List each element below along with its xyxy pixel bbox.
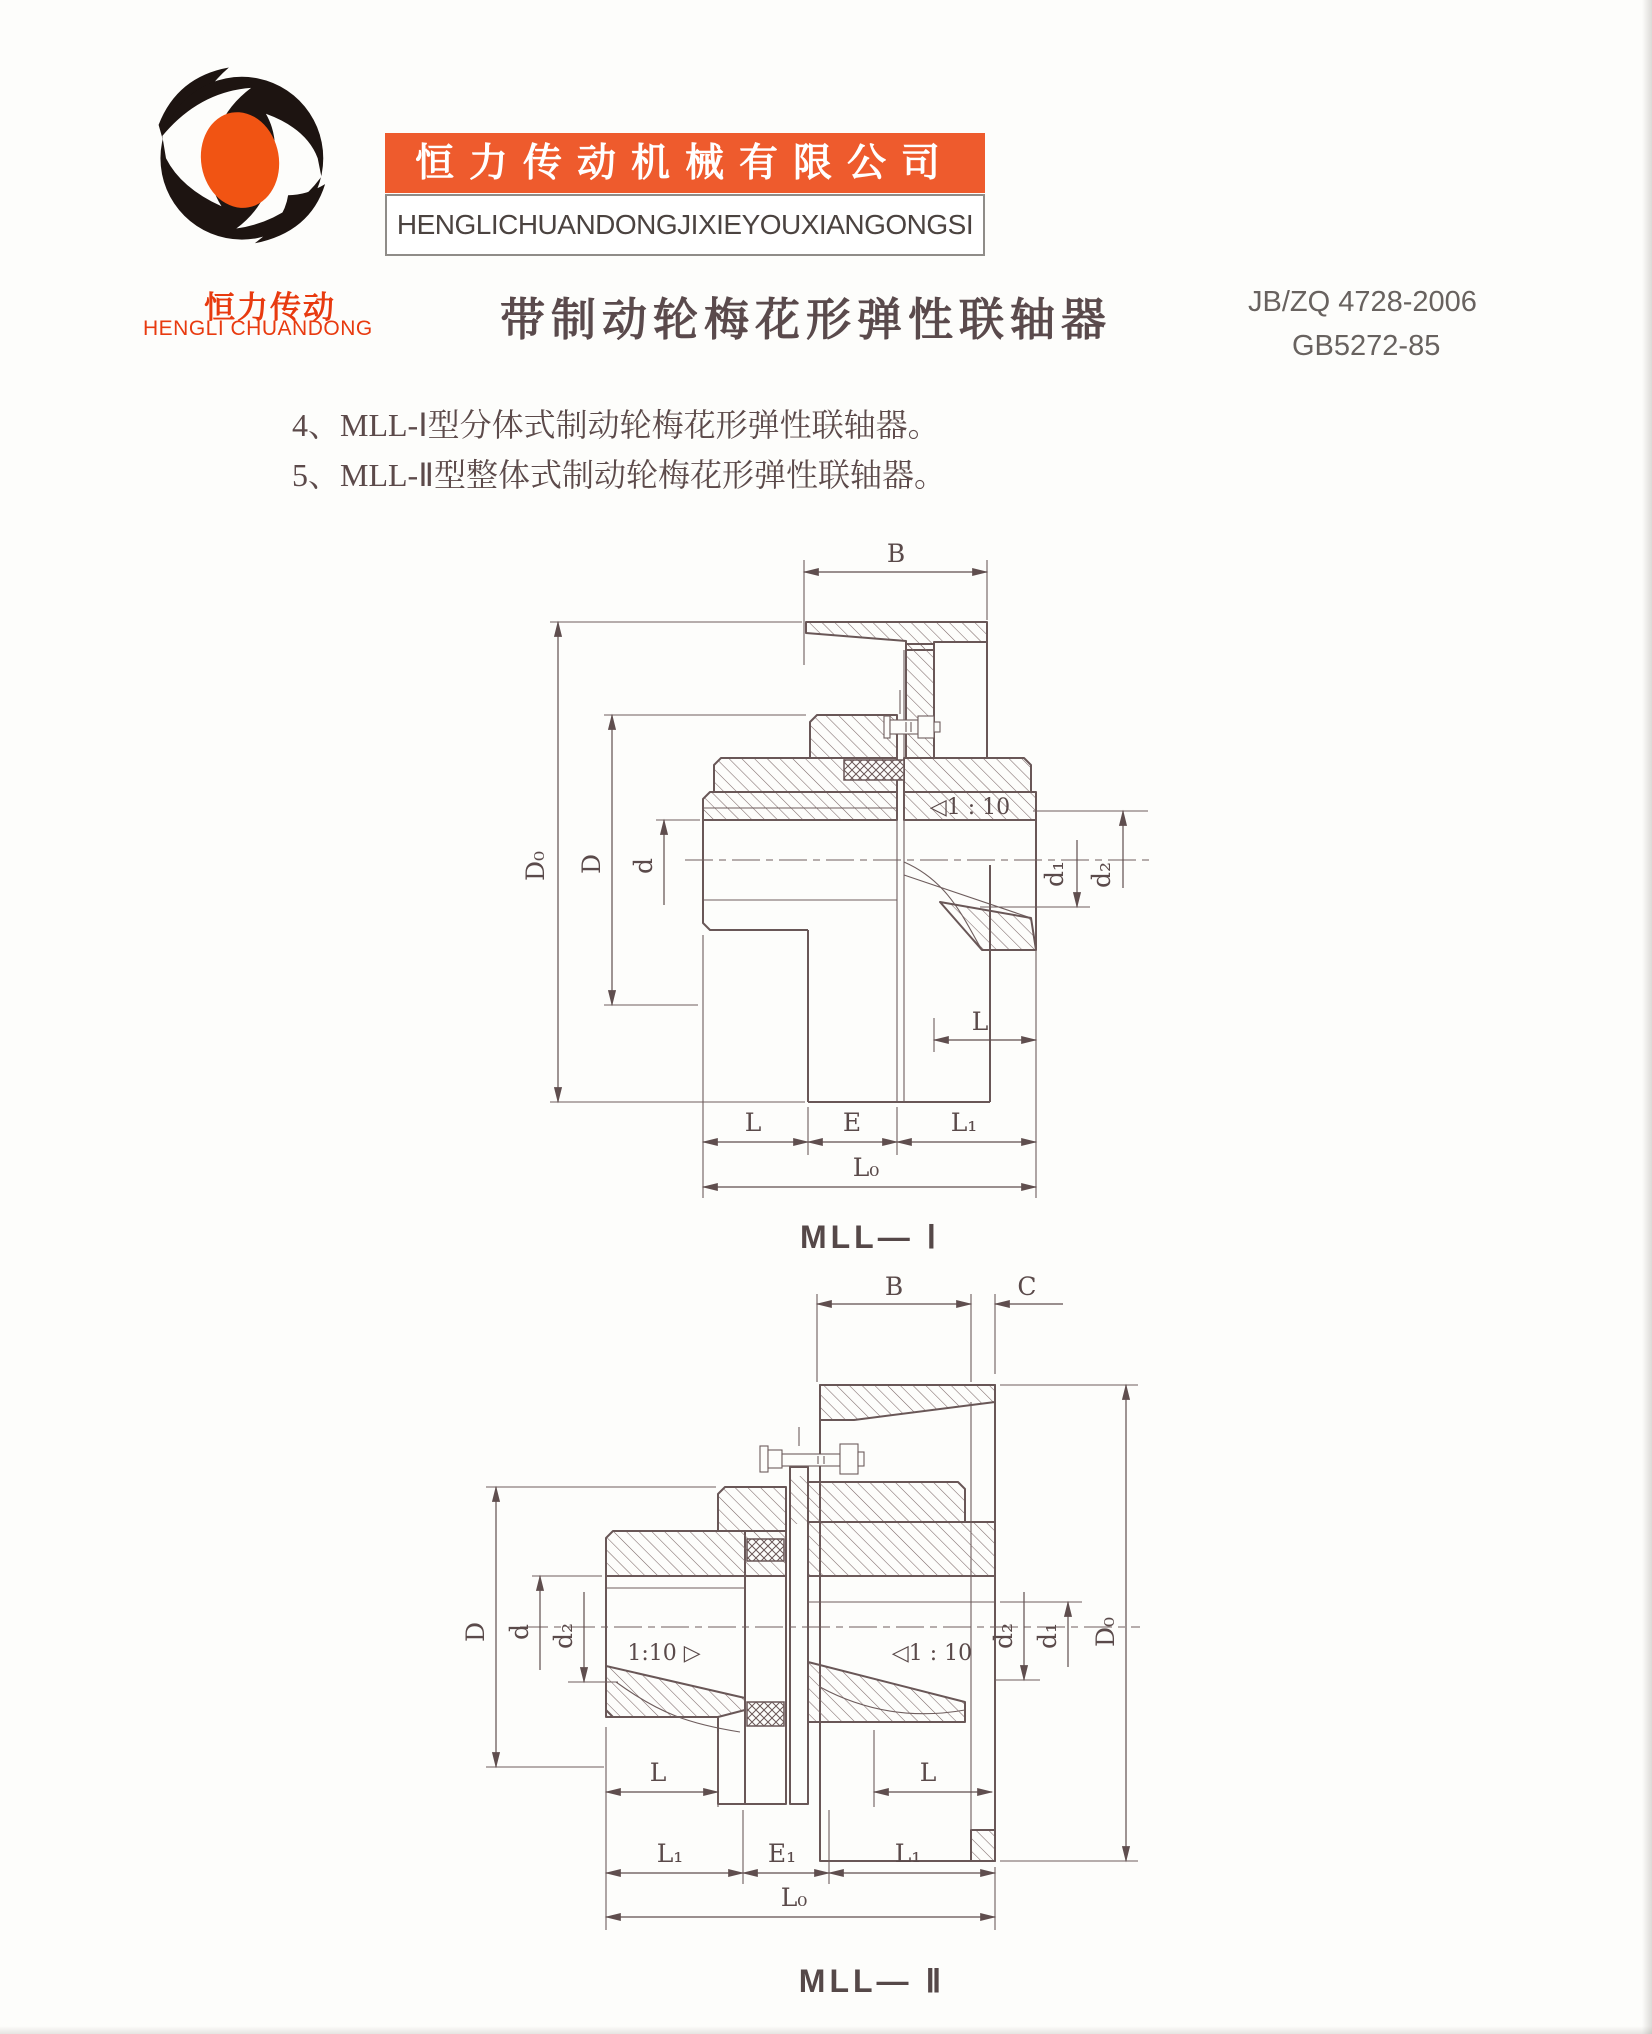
- elastomer-spider: [844, 760, 904, 780]
- dim-label-d2-right: d₂: [989, 1622, 1018, 1650]
- dim-label-L1-left: L₁: [656, 1839, 684, 1868]
- dim-label-C: C: [1017, 1272, 1037, 1301]
- dim-label-L1-right: L₁: [894, 1839, 922, 1868]
- dim-label-B: B: [886, 539, 906, 568]
- dim-B: [804, 539, 987, 665]
- dim-label-L-right: L: [971, 1007, 989, 1036]
- scan-edge: [0, 2026, 1652, 2034]
- dim-label-d2-left: d₂: [549, 1622, 578, 1650]
- figure1-caption: MLL— Ⅰ: [799, 1219, 941, 1255]
- dim-label-D: D: [461, 1621, 490, 1643]
- dim-label-E1: E₁: [767, 1839, 797, 1868]
- logo-english-text: HENGLI CHUANDONG: [143, 317, 373, 340]
- dim-label-d: d: [505, 1623, 534, 1641]
- type-list: [292, 400, 946, 500]
- figure2-caption: MLL— Ⅱ: [798, 1963, 946, 1999]
- figure-mll-2: [420, 1262, 1240, 2027]
- dim-C: [995, 1272, 1063, 1374]
- dim-label-E: E: [842, 1108, 862, 1137]
- standard-gb: GB5272-85: [1292, 330, 1441, 362]
- list-item: 4、MLL-Ⅰ型分体式制动轮梅花形弹性联轴器。: [292, 407, 940, 443]
- taper-label: ◁1 : 10: [929, 795, 1011, 820]
- dim-label-L1: L₁: [950, 1108, 978, 1137]
- company-logo-icon: [140, 62, 340, 247]
- dim-label-d: d: [629, 857, 658, 875]
- dim-label-L0: L₀: [780, 1883, 808, 1912]
- standard-jbzq: JB/ZQ 4728-2006: [1248, 286, 1477, 318]
- dim-label-D: D: [577, 853, 606, 875]
- dim-label-L-right: L: [919, 1758, 937, 1787]
- mll1-drawing: [500, 530, 1200, 1290]
- dim-label-L0: L₀: [852, 1153, 880, 1182]
- list-item: 5、MLL-Ⅱ型整体式制动轮梅花形弹性联轴器。: [292, 457, 946, 493]
- dim-D0: [521, 622, 805, 1102]
- dim-label-d1: d₁: [1033, 1622, 1062, 1650]
- taper-label-right: ◁1 : 10: [891, 1641, 973, 1666]
- dim-bottom: [703, 935, 1036, 1198]
- dim-label-D0: D₀: [521, 850, 550, 882]
- dim-L-right: [934, 950, 1036, 1055]
- taper-label-left: 1:10 ▷: [627, 1641, 701, 1666]
- dim-L-left: [606, 1727, 718, 1930]
- dim-label-D0: D₀: [1091, 1616, 1120, 1648]
- scan-edge: [1642, 0, 1652, 2034]
- dim-label-L: L: [744, 1108, 762, 1137]
- standard-codes: [1248, 286, 1477, 363]
- dim-label-L-left: L: [649, 1758, 667, 1787]
- dim-label-d2: d₂: [1087, 861, 1116, 889]
- dim-label-d1: d₁: [1040, 860, 1069, 888]
- figure-mll-1: [500, 530, 1200, 1295]
- banner-company-name-pinyin: HENGLICHUANDONGJIXIEYOUXIANGONGSI: [385, 194, 985, 256]
- dim-B: [817, 1272, 971, 1382]
- logo-chinese-text: 恒力传动: [204, 290, 336, 325]
- dim-label-B: B: [884, 1272, 904, 1301]
- dim-D0: [1000, 1385, 1138, 1861]
- dim-d: [629, 820, 700, 905]
- mll2-drawing: [420, 1262, 1240, 2022]
- banner-company-name-zh: 恒力传动机械有限公司: [385, 133, 985, 193]
- page-title: 带制动轮梅花形弹性联轴器: [500, 294, 1113, 345]
- company-banner: [385, 133, 985, 256]
